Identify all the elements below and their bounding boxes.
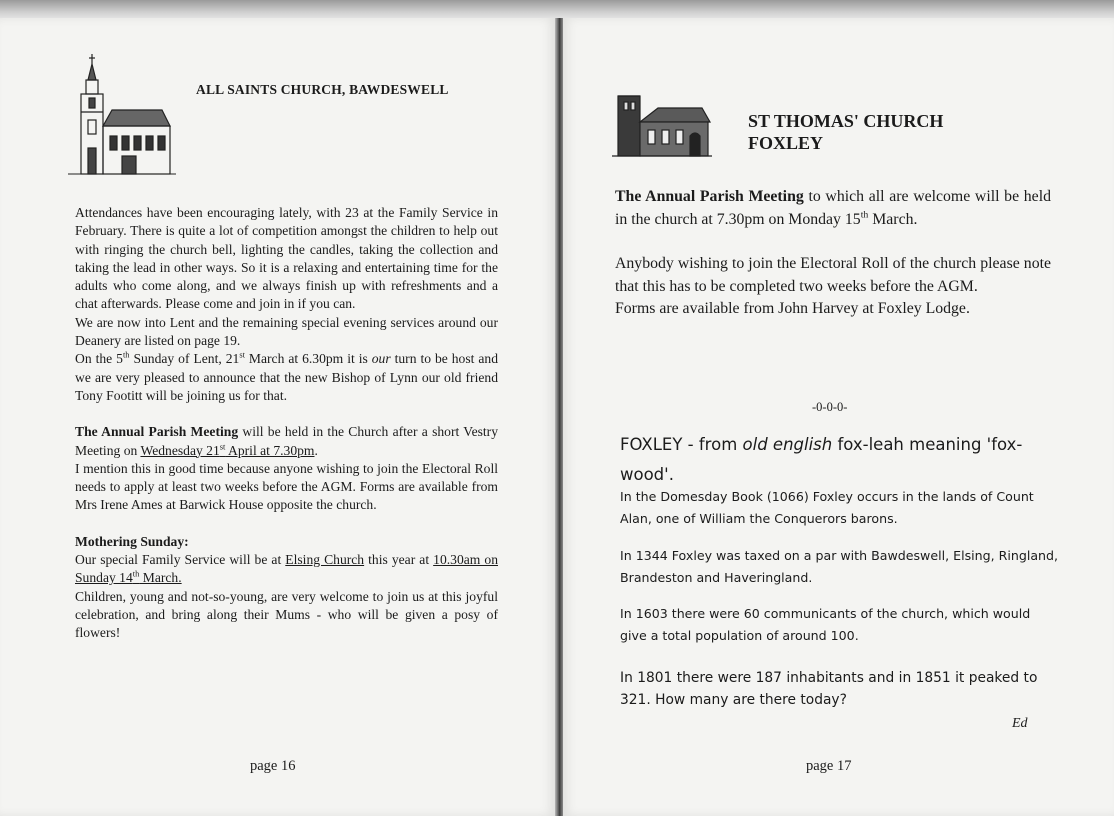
children-welcome-paragraph: Children, young and not-so-young, are very welcome to join us at this joyful celebration, and bring along their Mums - who will be given a posy of flowers! [75,588,498,641]
editor-signoff: Ed [1012,716,1028,731]
communicants-fact: In 1603 there were 60 communicants of the church, which would give a total population of around 100. [620,606,1031,643]
st-thomas-title: ST THOMAS' CHURCH FOXLEY [748,111,944,153]
mothering-sunday-paragraph: Our special Family Service will be at Elsing Church this year at 10.30am on Sunday 14th March. [75,552,498,586]
population-fact: In 1801 there were 187 inhabitants and in 1851 it peaked to 321. How many are there today? [620,670,1038,708]
attendance-paragraph: Attendances have been encouraging lately, with 23 at the Family Service in February. There is quite a lot of competition amongst the children to help out with ringing the church bell, lighting the candles, taking the collection and taking the lead in other ways. So it is a relaxing and entertaining time for the adults who come along, and we always finish up with refreshments and a chat afterwards. Please come and join in if you can. [75,205,498,312]
annual-parish-meeting-paragraph: The Annual Parish Meeting will be held in the Church after a short Vestry Meeting on Wednesday 21st April at 7.30pm. [75,424,499,458]
foxley-electoral-roll-paragraph: Anybody wishing to join the Electoral Roll of the church please note that this has to be completed two weeks before the AGM. [615,255,1051,295]
fifth-sunday-paragraph: On the 5th Sunday of Lent, 21st March at 6.30pm it is our turn to be host and we are very pleased to announce that the new Bishop of Lynn our old friend Tony Footitt will be joining us for that. [75,349,498,403]
mothering-sunday-heading: Mothering Sunday: [75,533,189,549]
lent-paragraph: We are now into Lent and the remaining special evening services around our Deanery are listed on page 19. [75,314,498,349]
foxley-annual-meeting-paragraph: The Annual Parish Meeting to which all are welcome will be held in the church at 7.30pm on Monday 15th March. [615,188,1051,228]
page-number-left: page 16 [250,758,296,774]
tax-fact: In 1344 Foxley was taxed on a par with Bawdeswell, Elsing, Ringland, Brandeston and Haveringland. [620,548,1059,585]
all-saints-church-icon [66,52,178,180]
st-thomas-church-icon [612,88,712,160]
foxley-etymology-heading: FOXLEY - from old english fox-leah meaning 'fox-wood'. [620,435,1023,484]
section-divider: -0-0-0- [812,400,848,414]
all-saints-title: ALL SAINTS CHURCH, BAWDESWELL [196,82,449,97]
book-spine [555,18,563,816]
left-article [75,204,498,643]
page-number-right: page 17 [806,758,852,774]
scan-top-edge [0,0,1114,20]
electoral-roll-paragraph: I mention this in good time because anyone wishing to join the Electoral Roll needs to apply at least two weeks before the AGM. Forms are available from Mrs Irene Ames at Barwick House opposite the church. [75,460,498,513]
right-article [615,186,1051,321]
domesday-fact: In the Domesday Book (1066) Foxley occurs in the lands of Count Alan, one of William the Conquerors barons. [620,489,1034,526]
foxley-forms-paragraph: Forms are available from John Harvey at Foxley Lodge. [615,300,970,317]
